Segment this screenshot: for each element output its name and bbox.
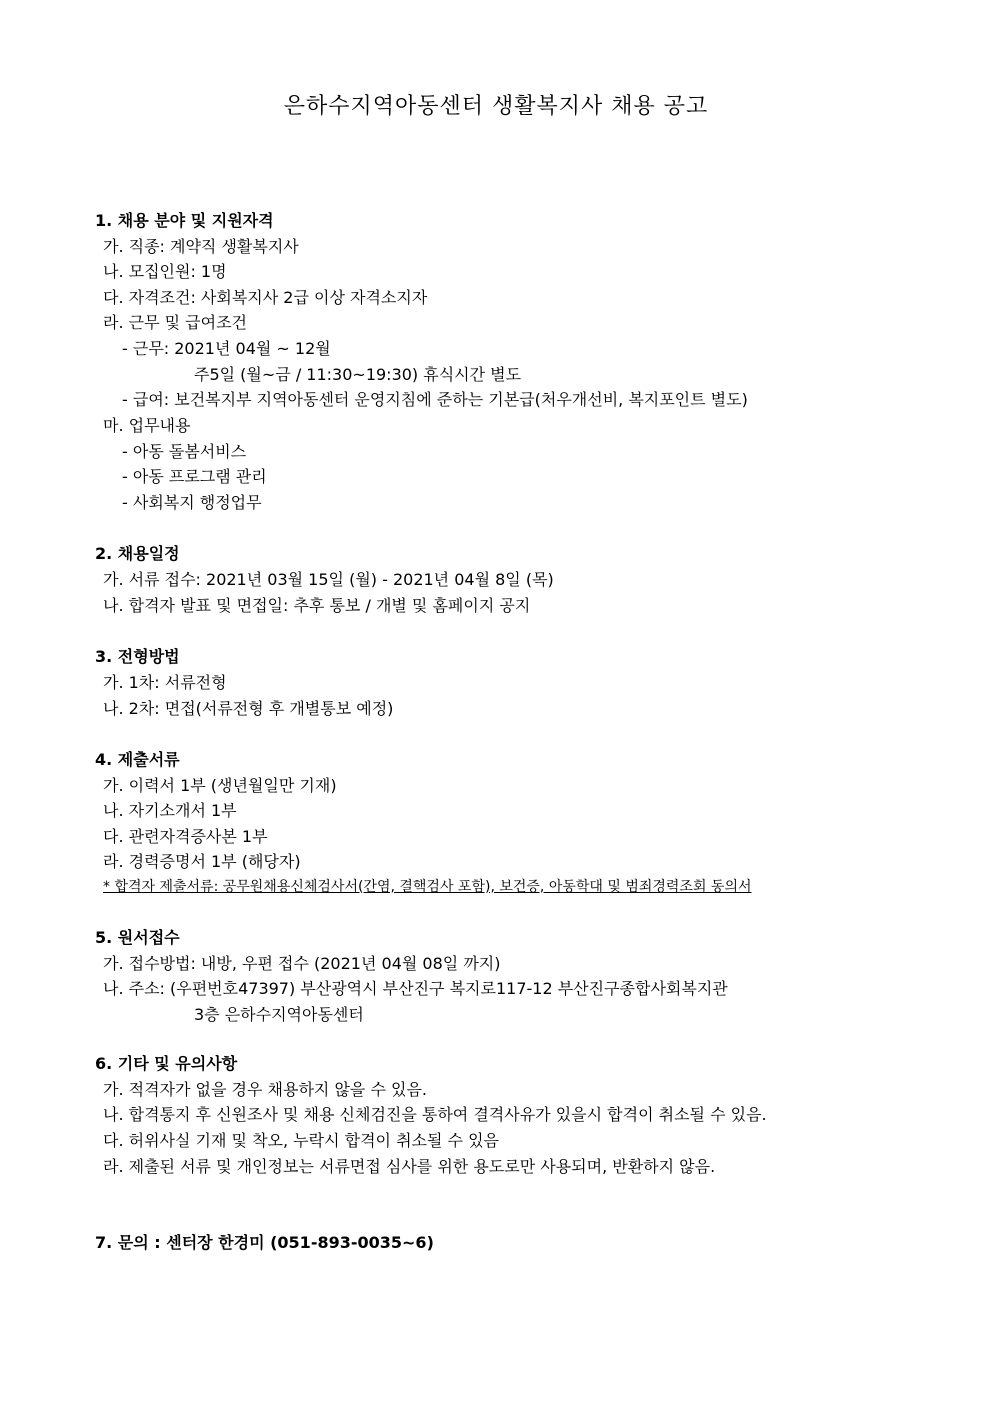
duty-item: - 아동 돌봄서비스 xyxy=(122,442,247,461)
document-item: 라. 경력증명서 1부 (해당자) xyxy=(103,852,301,871)
work-period: - 근무: 2021년 04월 ~ 12월 xyxy=(122,339,331,358)
duties-heading: 마. 업무내용 xyxy=(103,416,191,435)
duty-item: - 사회복지 행정업무 xyxy=(122,493,262,512)
section-5-heading: 5. 원서접수 xyxy=(95,928,180,947)
salary: - 급여: 보건복지부 지역아동센터 운영지침에 준하는 기본급(처우개선비, 복지포인트 별도) xyxy=(122,390,748,409)
selection-step-1: 가. 1차: 서류전형 xyxy=(103,673,227,692)
announcement: 나. 합격자 발표 및 면접일: 추후 통보 / 개별 및 홈페이지 공지 xyxy=(103,596,531,615)
document-item: 다. 관련자격증사본 1부 xyxy=(103,827,268,846)
work-conditions-heading: 라. 근무 및 급여조건 xyxy=(103,313,247,332)
work-schedule: 주5일 (월~금 / 11:30~19:30) 휴식시간 별도 xyxy=(194,365,522,384)
contact-info: 7. 문의 : 센터장 한경미 (051-893-0035~6) xyxy=(95,1233,434,1252)
notice-item: 라. 제출된 서류 및 개인정보는 서류면접 심사를 위한 용도로만 사용되며, 반환하지 않음. xyxy=(103,1157,716,1176)
section-2-heading: 2. 채용일정 xyxy=(95,544,180,563)
address-line-2: 3층 은하수지역아동센터 xyxy=(194,1005,364,1024)
section-1-heading: 1. 채용 분야 및 지원자격 xyxy=(95,211,274,230)
document-item: 나. 자기소개서 1부 xyxy=(103,801,237,820)
section-4-heading: 4. 제출서류 xyxy=(95,750,180,769)
selection-step-2: 나. 2차: 면접(서류전형 후 개별통보 예정) xyxy=(103,699,394,718)
duty-item: - 아동 프로그램 관리 xyxy=(122,467,267,486)
job-type: 가. 직종: 계약직 생활복지사 xyxy=(103,237,299,256)
notice-item: 나. 합격통지 후 신원조사 및 채용 신체검진을 통하여 결격사유가 있을시 합격이 취소될 수 있음. xyxy=(103,1105,767,1124)
notice-item: 다. 허위사실 기재 및 착오, 누락시 합격이 취소될 수 있음 xyxy=(103,1131,499,1150)
application-period: 가. 서류 접수: 2021년 03월 15일 (월) - 2021년 04월 8일 (목) xyxy=(103,570,554,589)
notice-item: 가. 적격자가 없을 경우 채용하지 않을 수 있음. xyxy=(103,1080,427,1099)
section-6-heading: 6. 기타 및 유의사항 xyxy=(95,1054,238,1073)
address: 나. 주소: (우편번호47397) 부산광역시 부산진구 복지로117-12 부산진구종합사회복지관 xyxy=(103,979,728,998)
headcount: 나. 모집인원: 1명 xyxy=(103,262,227,281)
qualification: 다. 자격조건: 사회복지사 2급 이상 자격소지자 xyxy=(103,288,428,307)
page-title: 은하수지역아동센터 생활복지사 채용 공고 xyxy=(283,94,709,119)
final-documents-note: * 합격자 제출서류: 공무원채용신체검사서(간염, 결핵검사 포함), 보건증, 아동학대 및 범죄경력조회 동의서 xyxy=(103,879,752,895)
submission-method: 가. 접수방법: 내방, 우편 접수 (2021년 04월 08일 까지) xyxy=(103,954,501,973)
section-3-heading: 3. 전형방법 xyxy=(95,647,180,666)
document-item: 가. 이력서 1부 (생년월일만 기재) xyxy=(103,776,337,795)
